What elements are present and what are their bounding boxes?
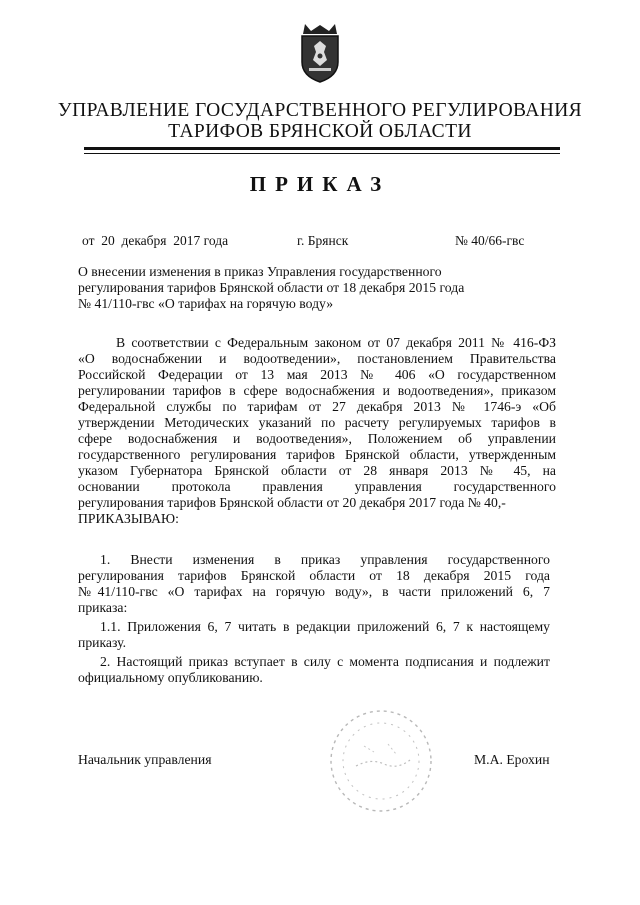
header-line-1: УПРАВЛЕНИЕ ГОСУДАРСТВЕННОГО РЕГУЛИРОВАНИЯ	[57, 100, 583, 121]
item-1-1-line-1: 1.1. Приложения 6, 7 читать в редакции приложений 6, 7 к настоящему	[100, 619, 550, 634]
order-word: ПРИКАЗЫВАЮ:	[78, 511, 179, 526]
signature-name: М.А. Ерохин	[474, 752, 550, 767]
preamble-line-10: основании протокола правления управления государственного	[78, 479, 556, 494]
item-2-line-2: официальному опубликованию.	[78, 670, 263, 685]
preamble-line-3: Российской Федерации от 13 мая 2013 № 406 «О государственном	[78, 367, 556, 382]
document-title: ПРИКАЗ	[249, 172, 391, 196]
preamble-line-7: сфере водоснабжения и водоотведения», Положением об управлении	[78, 431, 556, 446]
preamble-line-2: «О водоснабжении и водоотведении», постановлением Правительства	[78, 351, 556, 366]
item-1-line-4: приказа:	[78, 600, 128, 615]
preamble-line-8: государственного регулирования тарифов Брянской области, утвержденным	[78, 447, 556, 462]
subject-line-2: регулирования тарифов Брянской области от 18 декабря 2015 года	[78, 280, 465, 295]
subject-line-1: О внесении изменения в приказ Управления государственного	[78, 264, 442, 279]
item-1-line-3: №41/110-гвс «О тарифах на горячую воду», в части приложений 6, 7	[78, 584, 550, 599]
preamble-line-6: утверждении Методических указаний по расчету регулируемых тарифов в	[78, 415, 556, 430]
order-city: г. Брянск	[297, 233, 349, 248]
preamble-line-9: указом Губернатора Брянской области от 28 января 2013 № 45, на	[78, 463, 556, 478]
preamble-line-5: Федеральной службы по тарифам от 27 декабря 2013 № 1746-э «Об	[78, 399, 556, 414]
header-rule-thin	[84, 153, 560, 154]
header-line-2: ТАРИФОВ БРЯНСКОЙ ОБЛАСТИ	[168, 121, 472, 142]
item-1-line-2: регулирования тарифов Брянской области от 18 декабря 2015 года	[78, 568, 550, 583]
subject-line-3: № 41/110-гвс «О тарифах на горячую воду»	[78, 296, 334, 311]
order-date: от 20 декабря 2017 года	[82, 233, 229, 248]
preamble-line-11: регулирования тарифов Брянской области от 20 декабря 2017 года № 40,-	[78, 495, 506, 510]
coat-of-arms-icon	[297, 22, 343, 84]
header-rule-thick	[84, 147, 560, 150]
item-2-line-1: 2. Настоящий приказ вступает в силу с момента подписания и подлежит	[100, 654, 550, 669]
item-1-line-1: 1. Внести изменения в приказ управления государственного	[100, 552, 550, 567]
preamble-line-1: В соответствии с Федеральным законом от 07 декабря 2011 № 416-ФЗ	[116, 335, 556, 350]
stamp-seal-icon	[326, 706, 436, 816]
signature-position: Начальник управления	[78, 752, 212, 767]
preamble-line-4: регулировании тарифов в сфере водоснабжения и водоотведения», приказом	[78, 383, 556, 398]
item-1-1-line-2: приказу.	[78, 635, 127, 650]
order-number: № 40/66-гвс	[455, 233, 525, 248]
